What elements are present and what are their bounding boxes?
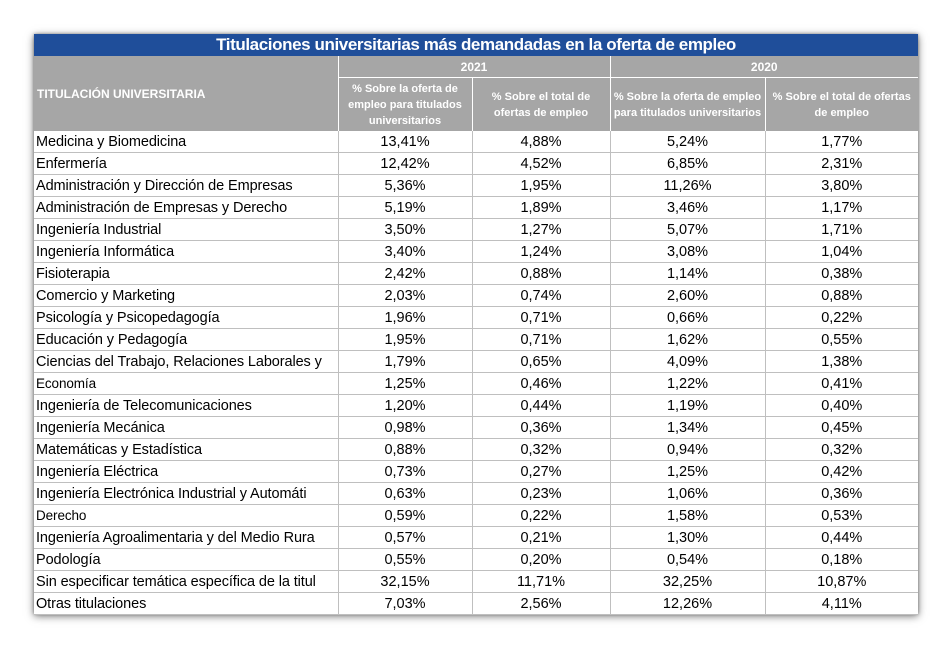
value-2020-total-cell: 2,31% bbox=[765, 153, 918, 175]
value-2021-total-cell: 0,71% bbox=[472, 307, 610, 329]
degree-name-cell: Ciencias del Trabajo, Relaciones Laborales y bbox=[34, 351, 338, 373]
table-row bbox=[34, 483, 918, 505]
value-2020-graduate-cell: 5,07% bbox=[610, 219, 765, 241]
year-2020-header: 2020 bbox=[610, 56, 918, 78]
value-2021-graduate-cell: 7,03% bbox=[338, 593, 472, 615]
degree-name-cell: Sin especificar temática específica de la titul bbox=[34, 571, 338, 593]
value-2021-total-cell: 0,65% bbox=[472, 351, 610, 373]
value-2021-total-cell: 1,24% bbox=[472, 241, 610, 263]
degree-name-cell: Enfermería bbox=[34, 153, 338, 175]
value-2021-graduate-cell: 1,20% bbox=[338, 395, 472, 417]
value-2021-total-cell: 4,88% bbox=[472, 131, 610, 153]
value-2020-graduate-cell: 11,26% bbox=[610, 175, 765, 197]
value-2021-total-cell: 4,52% bbox=[472, 153, 610, 175]
value-2020-graduate-cell: 1,30% bbox=[610, 527, 765, 549]
table-row bbox=[34, 131, 918, 153]
value-2021-total-cell: 0,21% bbox=[472, 527, 610, 549]
col-2021-pct-graduate-offers: % Sobre la oferta de empleo para titulados universitarios bbox=[338, 78, 472, 132]
table-row bbox=[34, 395, 918, 417]
value-2020-total-cell: 1,04% bbox=[765, 241, 918, 263]
table-row bbox=[34, 329, 918, 351]
value-2021-graduate-cell: 0,98% bbox=[338, 417, 472, 439]
degree-name-cell: Psicología y Psicopedagogía bbox=[34, 307, 338, 329]
value-2020-graduate-cell: 5,24% bbox=[610, 131, 765, 153]
value-2021-graduate-cell: 1,96% bbox=[338, 307, 472, 329]
degree-name-cell: Otras titulaciones bbox=[34, 593, 338, 615]
value-2020-graduate-cell: 1,62% bbox=[610, 329, 765, 351]
value-2021-total-cell: 0,71% bbox=[472, 329, 610, 351]
value-2020-total-cell: 0,40% bbox=[765, 395, 918, 417]
value-2021-total-cell: 0,74% bbox=[472, 285, 610, 307]
value-2021-total-cell: 0,23% bbox=[472, 483, 610, 505]
table-row bbox=[34, 285, 918, 307]
value-2021-total-cell: 0,20% bbox=[472, 549, 610, 571]
value-2020-graduate-cell: 1,58% bbox=[610, 505, 765, 527]
table-row bbox=[34, 241, 918, 263]
value-2020-total-cell: 0,55% bbox=[765, 329, 918, 351]
row-label-header: TITULACIÓN UNIVERSITARIA bbox=[37, 86, 206, 101]
value-2021-total-cell: 0,88% bbox=[472, 263, 610, 285]
value-2020-total-cell: 1,71% bbox=[765, 219, 918, 241]
value-2021-graduate-cell: 0,55% bbox=[338, 549, 472, 571]
value-2021-total-cell: 2,56% bbox=[472, 593, 610, 615]
degree-name-cell: Ingeniería Industrial bbox=[34, 219, 338, 241]
value-2021-total-cell: 0,46% bbox=[472, 373, 610, 395]
value-2021-graduate-cell: 3,40% bbox=[338, 241, 472, 263]
table-row bbox=[34, 373, 918, 395]
value-2020-total-cell: 0,22% bbox=[765, 307, 918, 329]
value-2021-total-cell: 1,27% bbox=[472, 219, 610, 241]
value-2020-graduate-cell: 1,34% bbox=[610, 417, 765, 439]
value-2020-graduate-cell: 0,54% bbox=[610, 549, 765, 571]
table-row bbox=[34, 527, 918, 549]
degree-name-cell: Economía bbox=[34, 373, 338, 395]
degree-name-cell: Ingeniería Informática bbox=[34, 241, 338, 263]
value-2021-total-cell: 11,71% bbox=[472, 571, 610, 593]
value-2021-graduate-cell: 2,03% bbox=[338, 285, 472, 307]
degree-name-cell: Administración de Empresas y Derecho bbox=[34, 197, 338, 219]
value-2021-total-cell: 0,32% bbox=[472, 439, 610, 461]
value-2020-graduate-cell: 1,22% bbox=[610, 373, 765, 395]
degree-name-cell: Ingeniería Electrónica Industrial y Automáti bbox=[34, 483, 338, 505]
value-2020-graduate-cell: 1,25% bbox=[610, 461, 765, 483]
table-row bbox=[34, 219, 918, 241]
col-2021-pct-total-offers: % Sobre el total de ofertas de empleo bbox=[472, 78, 610, 132]
value-2021-total-cell: 0,27% bbox=[472, 461, 610, 483]
value-2021-graduate-cell: 1,25% bbox=[338, 373, 472, 395]
value-2021-total-cell: 0,22% bbox=[472, 505, 610, 527]
col-2020-pct-graduate-offers: % Sobre la oferta de empleo para titulados universitarios bbox=[610, 78, 765, 132]
table-row bbox=[34, 263, 918, 285]
value-2021-graduate-cell: 5,36% bbox=[338, 175, 472, 197]
table-row bbox=[34, 549, 918, 571]
value-2020-total-cell: 4,11% bbox=[765, 593, 918, 615]
value-2021-graduate-cell: 0,63% bbox=[338, 483, 472, 505]
value-2020-graduate-cell: 4,09% bbox=[610, 351, 765, 373]
degree-name-cell: Ingeniería Agroalimentaria y del Medio Rura bbox=[34, 527, 338, 549]
value-2020-total-cell: 0,53% bbox=[765, 505, 918, 527]
table-row bbox=[34, 197, 918, 219]
degree-name-cell: Administración y Dirección de Empresas bbox=[34, 175, 338, 197]
table-body bbox=[34, 34, 918, 615]
table-row bbox=[34, 153, 918, 175]
value-2020-graduate-cell: 1,19% bbox=[610, 395, 765, 417]
value-2021-graduate-cell: 32,15% bbox=[338, 571, 472, 593]
value-2021-graduate-cell: 3,50% bbox=[338, 219, 472, 241]
value-2020-total-cell: 0,18% bbox=[765, 549, 918, 571]
value-2020-total-cell: 0,41% bbox=[765, 373, 918, 395]
value-2020-graduate-cell: 1,06% bbox=[610, 483, 765, 505]
degree-name-cell: Ingeniería Mecánica bbox=[34, 417, 338, 439]
value-2021-graduate-cell: 0,59% bbox=[338, 505, 472, 527]
col-2020-pct-total-offers: % Sobre el total de ofertas de empleo bbox=[765, 78, 918, 132]
value-2021-graduate-cell: 2,42% bbox=[338, 263, 472, 285]
degree-name-cell: Ingeniería Eléctrica bbox=[34, 461, 338, 483]
value-2021-graduate-cell: 13,41% bbox=[338, 131, 472, 153]
value-2021-total-cell: 0,36% bbox=[472, 417, 610, 439]
value-2020-graduate-cell: 3,46% bbox=[610, 197, 765, 219]
table-row bbox=[34, 439, 918, 461]
table-row bbox=[34, 571, 918, 593]
title-row bbox=[34, 34, 918, 56]
table-row bbox=[34, 593, 918, 615]
value-2021-graduate-cell: 12,42% bbox=[338, 153, 472, 175]
degree-name-cell: Educación y Pedagogía bbox=[34, 329, 338, 351]
value-2021-graduate-cell: 0,73% bbox=[338, 461, 472, 483]
table-row bbox=[34, 461, 918, 483]
value-2021-graduate-cell: 5,19% bbox=[338, 197, 472, 219]
value-2021-graduate-cell: 0,88% bbox=[338, 439, 472, 461]
value-2020-total-cell: 0,36% bbox=[765, 483, 918, 505]
value-2020-graduate-cell: 0,94% bbox=[610, 439, 765, 461]
table-row bbox=[34, 505, 918, 527]
value-2020-graduate-cell: 0,66% bbox=[610, 307, 765, 329]
table-row bbox=[34, 175, 918, 197]
degree-name-cell: Fisioterapia bbox=[34, 263, 338, 285]
degree-name-cell: Medicina y Biomedicina bbox=[34, 131, 338, 153]
value-2020-total-cell: 0,88% bbox=[765, 285, 918, 307]
value-2021-total-cell: 1,95% bbox=[472, 175, 610, 197]
value-2020-total-cell: 0,42% bbox=[765, 461, 918, 483]
value-2020-total-cell: 0,32% bbox=[765, 439, 918, 461]
degree-name-cell: Ingeniería de Telecomunicaciones bbox=[34, 395, 338, 417]
table-row bbox=[34, 417, 918, 439]
year-header-row bbox=[34, 56, 918, 78]
value-2021-graduate-cell: 1,79% bbox=[338, 351, 472, 373]
value-2020-total-cell: 1,38% bbox=[765, 351, 918, 373]
value-2021-graduate-cell: 0,57% bbox=[338, 527, 472, 549]
degree-name-cell: Podología bbox=[34, 549, 338, 571]
value-2020-total-cell: 1,77% bbox=[765, 131, 918, 153]
table-title: Titulaciones universitarias más demandadas en la oferta de empleo bbox=[34, 34, 918, 56]
value-2020-graduate-cell: 12,26% bbox=[610, 593, 765, 615]
value-2020-total-cell: 10,87% bbox=[765, 571, 918, 593]
value-2020-total-cell: 1,17% bbox=[765, 197, 918, 219]
value-2020-total-cell: 3,80% bbox=[765, 175, 918, 197]
degree-name-cell: Derecho bbox=[34, 505, 338, 527]
value-2020-graduate-cell: 6,85% bbox=[610, 153, 765, 175]
value-2021-total-cell: 0,44% bbox=[472, 395, 610, 417]
degree-name-cell: Matemáticas y Estadística bbox=[34, 439, 338, 461]
table-card bbox=[34, 34, 918, 614]
value-2020-total-cell: 0,45% bbox=[765, 417, 918, 439]
value-2020-graduate-cell: 3,08% bbox=[610, 241, 765, 263]
value-2020-total-cell: 0,38% bbox=[765, 263, 918, 285]
employment-table bbox=[34, 34, 918, 615]
value-2020-graduate-cell: 2,60% bbox=[610, 285, 765, 307]
value-2021-total-cell: 1,89% bbox=[472, 197, 610, 219]
value-2020-graduate-cell: 32,25% bbox=[610, 571, 765, 593]
table-row bbox=[34, 351, 918, 373]
value-2020-total-cell: 0,44% bbox=[765, 527, 918, 549]
degree-name-cell: Comercio y Marketing bbox=[34, 285, 338, 307]
table-row bbox=[34, 307, 918, 329]
year-2021-header: 2021 bbox=[338, 56, 610, 78]
value-2021-graduate-cell: 1,95% bbox=[338, 329, 472, 351]
value-2020-graduate-cell: 1,14% bbox=[610, 263, 765, 285]
